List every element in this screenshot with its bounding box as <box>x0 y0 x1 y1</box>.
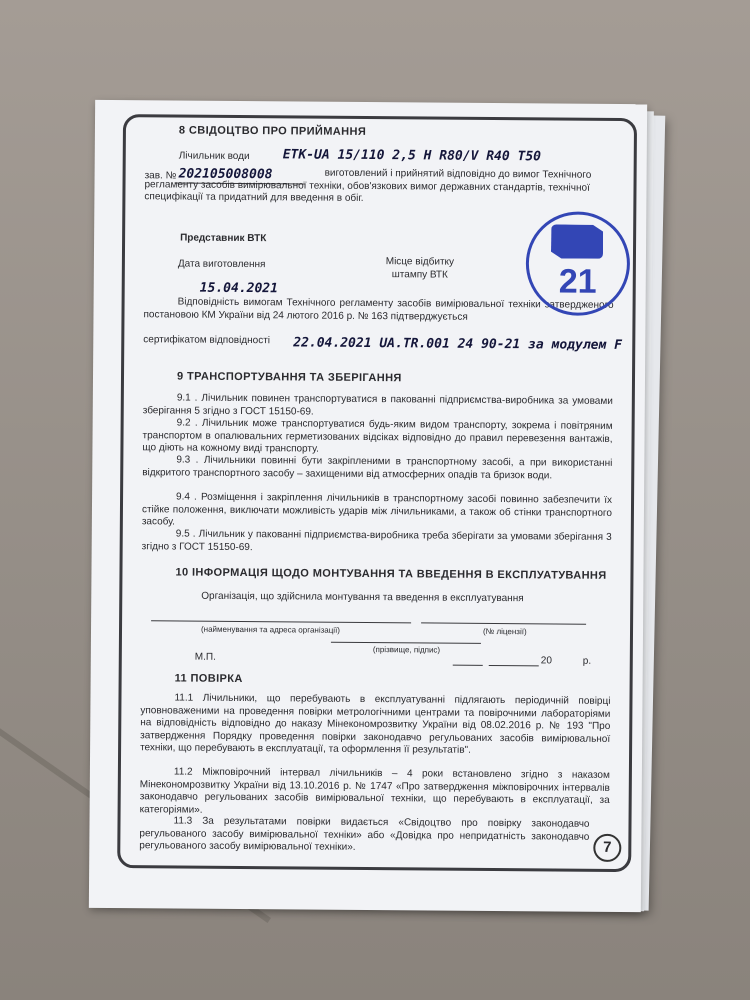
certificate-value: 22.04.2021 UA.TR.001 24 90-21 за модулем F <box>293 335 623 353</box>
qc-stamp <box>526 211 631 316</box>
qc-representative-label: Представник ВТК <box>180 232 267 245</box>
manufacture-date-label: Дата виготовлення <box>177 258 266 271</box>
page-number: 7 <box>593 834 621 862</box>
manufacture-date: 15.04.2021 <box>199 280 279 297</box>
document-page <box>89 100 647 912</box>
license-caption: (№ ліцензії) <box>482 626 527 637</box>
stamp-place-label: Місце відбитку штампу ВТК <box>385 256 455 281</box>
section9-para-2: 9.2 . Лічильник може транспортуватися будь-яким видом транспорту, зокрема і повітряним транспортом в опалювальних герметизованих відсіках відповідно до правил перевезення вантажів, що діють на кожному виді транспорту. <box>142 417 613 455</box>
section10-title: 10 ІНФОРМАЦІЯ ЩОДО МОНТУВАННЯ ТА ВВЕДЕННЯ В ЕКСПЛУАТУВАННЯ <box>175 566 607 582</box>
serial-label: зав. № <box>144 170 177 182</box>
serial-number: 202105008008 <box>178 166 273 183</box>
section9-title: 9 ТРАНСПОРТУВАННЯ ТА ЗБЕРІГАННЯ <box>176 370 402 385</box>
signature-caption: (прізвище, підпис) <box>372 645 441 655</box>
date-year-prefix: 20 <box>540 655 552 667</box>
section11-para-1: 11.1 Лічильники, що перебувають в експлуатуванні підлягають періодичній повірці уповноваженими на проведення повірки метрологічними центрами та повірочними лабораторіями на відповідність відповідно до наказу Мінекономрозвитку України від 08.02.2016 р. № 193 "Про затвердження Порядку проведення повірки законодавчо регульованих засобів вимірювальної техніки, що перебувають в експлуатації, та оформлення її результатів". <box>140 692 611 756</box>
conformity-text: Відповідність вимогам Технічного регламенту засобів вимірювальної техніки затвердженого постановою КМ України від 24 лютого 2016 р. № 163 підтверджується <box>143 296 614 323</box>
section9-para-1: 9.1 . Лічильник повинен транспортуватися в пакованні підприємства-виробника за умовами зберігання 5 згідно з ГОСТ 15150-69. <box>142 392 613 418</box>
section11-para-2: 11.2 Міжповірочний інтервал лічильників – 4 роки встановлено згідно з наказом Мінекономрозвитку України від 13.10.2016 р. № 1747 «Про затвердження міжповірочних інтервалів законодавчо регульованих засобів вимірювальної техніки, що перебувають в експлуатації, за категоріями». <box>139 766 610 816</box>
section9-para-5: 9.5 . Лічильник у пакованні підприємства-виробника треба зберігати за умовами зберігання 3 згідно з ГОСТ 15150-69. <box>141 528 612 553</box>
section9-para-3: 9.3 . Лічильники повинні бути закріпленими в транспортному засобі, а при використанні відкритого транспортного засобу – захищеними від атмосферних опадів та бризок води. <box>142 454 613 481</box>
seal-place-label: М.П. <box>194 651 216 663</box>
section11-para-3: 11.3 За результатами повірки видається «Свідоцтво про повірку законодавчо регульованого засобу вимірювальної техніки» або «Довідка про непридатність законодавчо регульованого засобу вимірювальної техніки». <box>139 815 590 853</box>
section8-title: 8 СВІДОЦТВО ПРО ПРИЙМАННЯ <box>178 124 367 138</box>
section9-para-4: 9.4 . Розміщення і закріплення лічильників в транспортному засобі повинно забезпечити їх стійке положення, виключати можливість ударів між лічильниками, а також об стінки транспортного засобу. <box>141 491 613 528</box>
installer-org-text: Організація, що здійснила монтування та введення в експлуатування <box>201 590 524 605</box>
acceptance-text: виготовлений і прийнятий відповідно до вимог Технічного регламенту засобів вимірювальної техніки, обов'язкових вимог державних стандартів, технічної специфікації та придатний для введення в обіг. <box>144 167 592 204</box>
org-caption: (найменування та адреса організації) <box>200 624 341 635</box>
meter-label: Лічильник води <box>178 150 250 163</box>
certificate-label: сертифікатом відповідності <box>143 334 271 347</box>
section11-title: 11 ПОВІРКА <box>174 672 243 686</box>
date-year-suffix: р. <box>582 655 592 667</box>
meter-model: ETK-UA 15/110 2,5 H R80/V R40 T50 <box>282 147 542 165</box>
stamp-logo-icon <box>551 224 603 258</box>
stamp-number: 21 <box>558 262 597 301</box>
